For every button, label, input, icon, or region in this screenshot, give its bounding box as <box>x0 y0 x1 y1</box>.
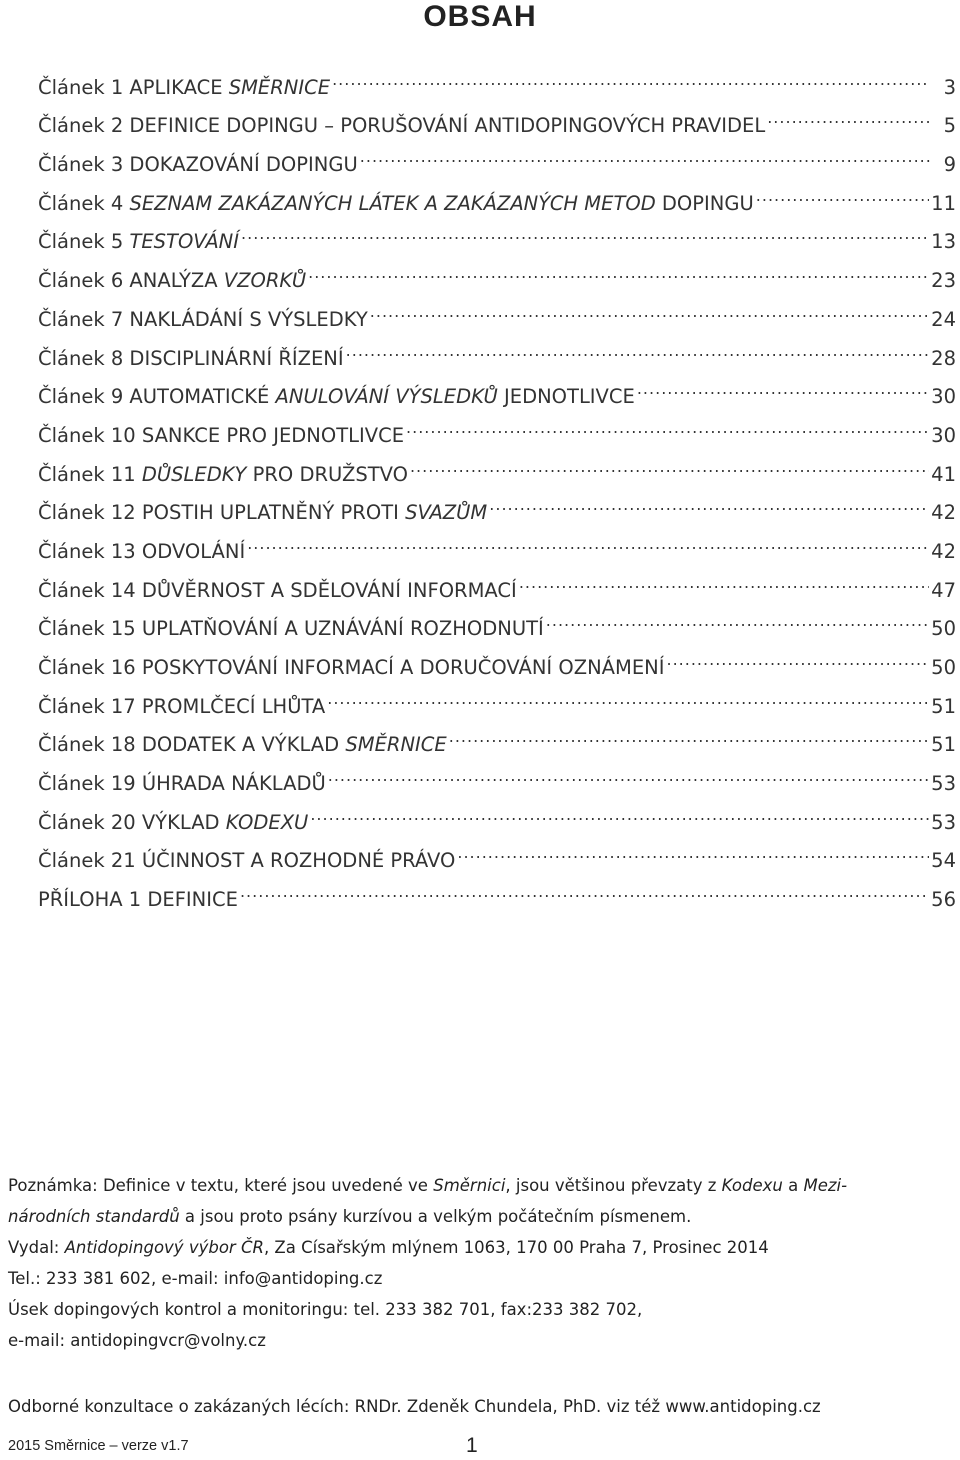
dot-leader <box>519 558 929 597</box>
dot-leader <box>327 674 929 713</box>
dot-leader <box>489 481 929 520</box>
dot-leader <box>332 55 930 94</box>
toc-entry-page: 42 <box>931 539 956 563</box>
toc-entry-page: 24 <box>931 307 956 331</box>
toc-entry-page: 30 <box>931 423 956 447</box>
toc-entry[interactable] <box>38 55 958 99</box>
dot-leader <box>449 713 929 752</box>
toc-entry-label: Článek 11 DŮSLEDKY PRO DRUŽSTVO <box>38 462 408 486</box>
note-line: národních standardů a jsou proto psány kurzívou a velkým počátečním písmenem. <box>8 1207 692 1226</box>
toc-entry-page: 41 <box>931 462 956 486</box>
dot-leader <box>346 326 930 365</box>
toc-entry-label: Článek 1 APLIKACE SMĚRNICE <box>38 75 331 99</box>
toc-entry-page: 13 <box>931 230 956 254</box>
page-title: OBSAH <box>423 0 537 33</box>
toc-entry-label: Článek 3 DOKAZOVÁNÍ DOPINGU <box>38 153 358 177</box>
toc-entry-label: Článek 19 ÚHRADA NÁKLADŮ <box>38 772 326 796</box>
dot-leader <box>240 867 929 906</box>
toc-entry-label: Článek 18 DODATEK A VÝKLAD SMĚRNICE <box>38 733 447 757</box>
toc-entry-label: Článek 7 NAKLÁDÁNÍ S VÝSLEDKY <box>38 307 368 331</box>
toc-entry-label: Článek 17 PROMLČECÍ LHŮTA <box>38 694 326 718</box>
footer-page-number: 1 <box>466 1434 478 1457</box>
dot-leader <box>328 751 929 790</box>
consultation-line: Odborné konzultace o zakázaných lécích: RNDr. Zdeněk Chundela, PhD. viz též www.antidoping.cz <box>8 1397 821 1416</box>
toc-entry-label: Článek 14 DŮVĚRNOST A SDĚLOVÁNÍ INFORMACÍ <box>38 578 517 602</box>
note-block <box>8 1170 958 1356</box>
toc-entry-page: 47 <box>931 578 956 602</box>
toc-entry-page: 28 <box>931 346 956 370</box>
toc-entry-page: 9 <box>943 153 956 177</box>
toc-entry-page: 11 <box>931 191 956 215</box>
contact-line: Úsek dopingových kontrol a monitoringu: tel. 233 382 701, fax:233 382 702, <box>8 1300 643 1319</box>
toc-entry-page: 50 <box>931 656 956 679</box>
publisher-line: Vydal: Antidopingový výbor ČR, Za Císařským mlýnem 1063, 170 00 Praha 7, Prosinec 2014 <box>8 1238 769 1257</box>
footer-version: 2015 Směrnice – verze v1.7 <box>8 1438 189 1454</box>
dot-leader <box>370 287 929 326</box>
dot-leader <box>546 597 929 636</box>
toc-entry-label: Článek 16 POSKYTOVÁNÍ INFORMACÍ A DORUČOVÁNÍ OZNÁMENÍ <box>38 656 665 679</box>
dot-leader <box>637 365 929 404</box>
toc-entry-page: 30 <box>931 385 956 409</box>
toc-entry-page: 53 <box>931 810 956 834</box>
toc-entry-page: 5 <box>943 114 956 138</box>
toc-entry-label: PŘÍLOHA 1 DEFINICE <box>38 888 238 912</box>
dot-leader <box>360 132 930 171</box>
toc-entry-label: Článek 5 TESTOVÁNÍ <box>38 230 240 254</box>
toc-entry-label: Článek 9 AUTOMATICKÉ ANULOVÁNÍ VÝSLEDKŮ JEDNOTLIVCE <box>38 385 635 409</box>
toc-entry-label: Článek 21 ÚČINNOST A ROZHODNÉ PRÁVO <box>38 849 456 873</box>
toc-entry-page: 53 <box>931 772 956 796</box>
table-of-contents <box>38 55 958 912</box>
toc-entry-label: Článek 8 DISCIPLINÁRNÍ ŘÍZENÍ <box>38 346 344 370</box>
toc-entry-label: Článek 10 SANKCE PRO JEDNOTLIVCE <box>38 423 405 447</box>
contact-line: Tel.: 233 381 602, e-mail: info@antidoping.cz <box>8 1269 383 1288</box>
toc-entry-label: Článek 2 DEFINICE DOPINGU – PORUŠOVÁNÍ ANTIDOPINGOVÝCH PRAVIDEL <box>38 114 766 138</box>
toc-entry-page: 50 <box>931 617 956 641</box>
toc-entry-label: Článek 13 ODVOLÁNÍ <box>38 539 246 563</box>
toc-entry-page: 3 <box>943 75 956 99</box>
toc-entry-page: 51 <box>931 733 956 757</box>
toc-entry-label: Článek 15 UPLATŇOVÁNÍ A UZNÁVÁNÍ ROZHODNUTÍ <box>38 617 544 641</box>
contact-line: e-mail: antidopingvcr@volny.cz <box>8 1331 266 1350</box>
dot-leader <box>241 210 929 249</box>
dot-leader <box>247 519 929 558</box>
toc-entry-page: 23 <box>931 269 956 293</box>
dot-leader <box>457 829 929 868</box>
dot-leader <box>308 248 929 287</box>
toc-entry-label: Článek 4 SEZNAM ZAKÁZANÝCH LÁTEK A ZAKÁZANÝCH METOD DOPINGU <box>38 191 754 215</box>
toc-entry-page: 42 <box>931 501 956 525</box>
toc-entry-page: 56 <box>931 888 956 912</box>
toc-entry-label: Článek 12 POSTIH UPLATNĚNÝ PROTI SVAZŮM <box>38 501 488 525</box>
toc-entry-label: Článek 20 VÝKLAD KODEXU <box>38 810 309 834</box>
dot-leader <box>310 790 929 829</box>
toc-entry-page: 54 <box>931 849 956 873</box>
toc-entry-label: Článek 6 ANALÝZA VZORKŮ <box>38 269 307 293</box>
dot-leader <box>410 442 929 481</box>
dot-leader <box>756 171 929 210</box>
toc-entry-page: 51 <box>931 694 956 718</box>
note-line: Poznámka: Definice v textu, které jsou uvedené ve Směrnici, jsou většinou převzaty z Kodexu a Mezi- <box>8 1176 848 1195</box>
dot-leader <box>406 403 929 442</box>
dot-leader <box>667 635 930 674</box>
dot-leader <box>767 94 930 133</box>
